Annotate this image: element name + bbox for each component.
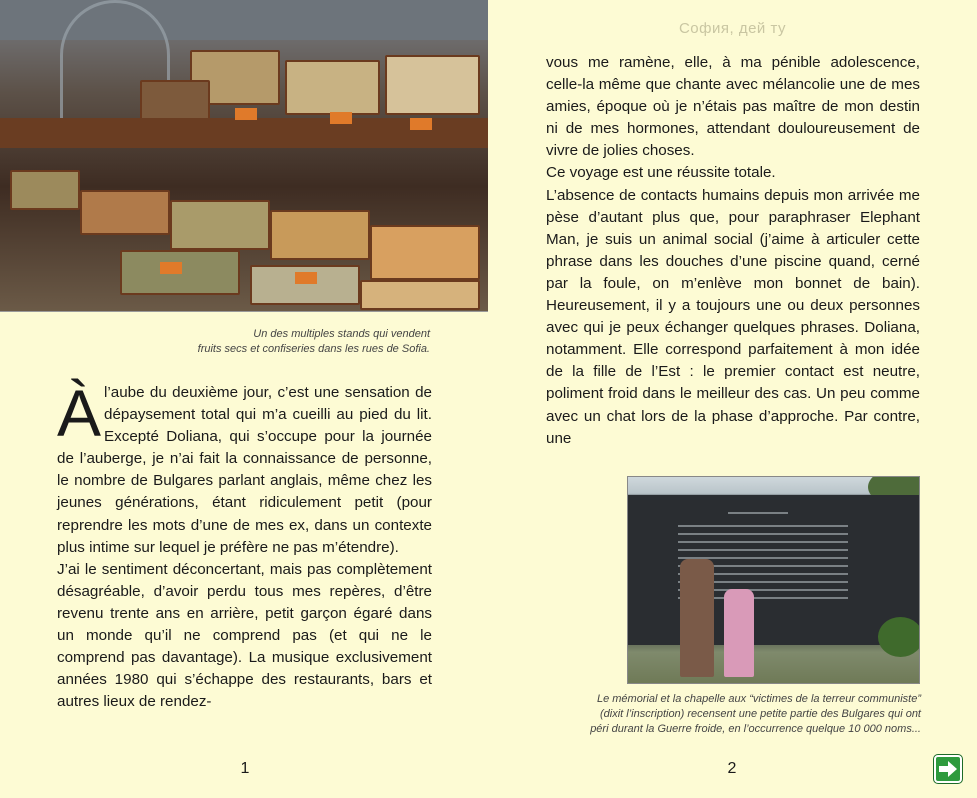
running-head: София, дей ту (678, 20, 787, 37)
paragraph: J’ai le sentiment déconcertant, mais pas complètement désagréable, d’avoir perdu tous mes repères, d’être revenu trente ans en arrière, petit garçon égaré dans un monde qu’il ne comprend pas (et qui ne le comprend pas davantage). La musique exclusivement années 1980 qui s’échappe des restaurants, bars et autres lieux de rendez- (57, 560, 432, 711)
paragraph (57, 376, 432, 559)
arrow-right-icon (938, 760, 958, 778)
right-page (488, 0, 977, 798)
caption-line: péri durant la Guerre froide, en l’occurrence quelque 10 000 noms... (590, 723, 921, 735)
memorial-wall (628, 495, 920, 645)
left-page (0, 0, 488, 798)
market-photo-caption (110, 327, 430, 357)
caption-line: Le mémorial et la chapelle aux “victimes de la terreur communiste” (596, 693, 921, 705)
page-number: 2 (727, 760, 737, 777)
memorial-photo (627, 476, 920, 684)
market-stand-photo (0, 0, 488, 312)
page-number: 1 (240, 760, 250, 777)
right-body-text (546, 52, 920, 450)
paragraph: L’absence de contacts humains depuis mon arrivée me pèse d’autant plus que, pour paraphraser Elephant Man, je suis un animal social (j’aime à articuler cette phrase dans les douches d’une piscine quand, cerné par la foule, on m’enlève mon bonnet de bain). Heureusement, il y a toujours une ou deux personnes avec qui je peux échanger quelques phrases. Doliana, notamment. Elle correspond parfaitement à mon idée de la fille de l’Est : le premier contact est neutre, poliment froid dans le meilleur des cas. Un peu comme avec un chat lors de la phase d’approche. Par contre, une (546, 186, 920, 447)
caption-line: fruits secs et confiseries dans les rues de Sofia. (197, 343, 430, 355)
memorial-photo-caption (541, 692, 921, 737)
drop-cap: À (57, 376, 102, 450)
left-body-text (57, 376, 432, 713)
caption-line: Un des multiples stands qui vendent (253, 328, 430, 340)
paragraph: Ce voyage est une réussite totale. (546, 164, 776, 182)
caption-line: (dixit l’inscription) recensent une petite partie des Bulgares qui ont (599, 708, 921, 720)
paragraph-text: l’aube du deuxième jour, c’est une sensation de dépaysement total qui m’a cueilli au pied du lit. Excepté Doliana, qui s’occupe pour la journée de l’auberge, je n’ai fait la connaissance de personne, le nombre de Bulgares parlant anglais, même chez les jeunes générations, étant ridiculement petit (pour reprendre les mots d’une de mes ex, dans un contexte plus intime sur lequel je préfère ne pas m’étendre). (57, 384, 432, 556)
next-page-button[interactable] (934, 755, 962, 783)
paragraph: vous me ramène, elle, à ma pénible adolescence, celle-la même que chante avec mélancolie une de mes amies, époque où je n’étais pas maître de mon destin ni de mes hormones, attendant douloureusement de vivre de jolies choses. (546, 54, 920, 160)
